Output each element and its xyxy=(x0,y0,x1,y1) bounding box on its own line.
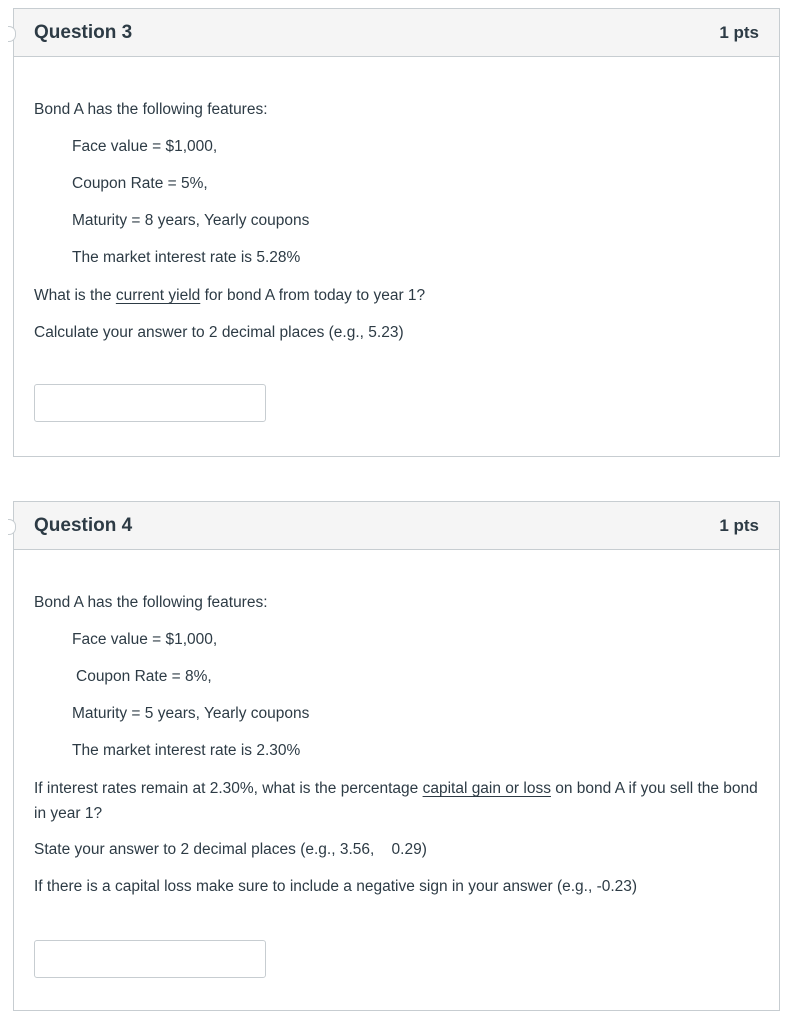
question-header xyxy=(14,9,779,57)
question-title: Question 4 xyxy=(34,514,133,536)
instruction-text-negative: If there is a capital loss make sure to include a negative sign in your answer (e.g., -0.23) xyxy=(34,878,638,895)
feature-market-rate: The market interest rate is 2.30% xyxy=(72,742,301,759)
intro-text: Bond A has the following features: xyxy=(34,594,268,611)
question-4-card xyxy=(13,501,780,1011)
question-points: 1 pts xyxy=(719,515,759,535)
question-3-card xyxy=(13,8,780,457)
prompt-text: on bond A if you sell the bond in year 1? xyxy=(34,780,758,822)
prompt-text: What is the xyxy=(34,287,116,304)
feature-face-value: Face value = $1,000, xyxy=(72,631,218,648)
feature-market-rate: The market interest rate is 5.28% xyxy=(72,249,301,266)
prompt-text: If interest rates remain at 2.30%, what is the percentage xyxy=(34,780,423,797)
glossary-term-link[interactable]: capital gain or loss xyxy=(422,780,551,797)
question-points: 1 pts xyxy=(719,22,759,42)
question-prompt xyxy=(34,776,764,826)
feature-coupon-rate: Coupon Rate = 8%, xyxy=(76,668,212,685)
feature-coupon-rate: Coupon Rate = 5%, xyxy=(72,175,208,192)
feature-face-value: Face value = $1,000, xyxy=(72,138,218,155)
answer-input[interactable] xyxy=(34,384,266,422)
glossary-term-link[interactable]: current yield xyxy=(115,287,201,304)
instruction-text: State your answer to 2 decimal places (e.g., 3.56, 0.29) xyxy=(34,841,427,858)
question-prompt xyxy=(34,285,425,307)
feature-maturity: Maturity = 5 years, Yearly coupons xyxy=(72,705,310,722)
prompt-text: for bond A from today to year 1? xyxy=(200,287,426,304)
question-title: Question 3 xyxy=(34,21,133,43)
instruction-text: Calculate your answer to 2 decimal places (e.g., 5.23) xyxy=(34,324,404,341)
intro-text: Bond A has the following features: xyxy=(34,101,268,118)
answer-input[interactable] xyxy=(34,940,266,978)
question-header xyxy=(14,502,779,550)
feature-maturity: Maturity = 8 years, Yearly coupons xyxy=(72,212,310,229)
